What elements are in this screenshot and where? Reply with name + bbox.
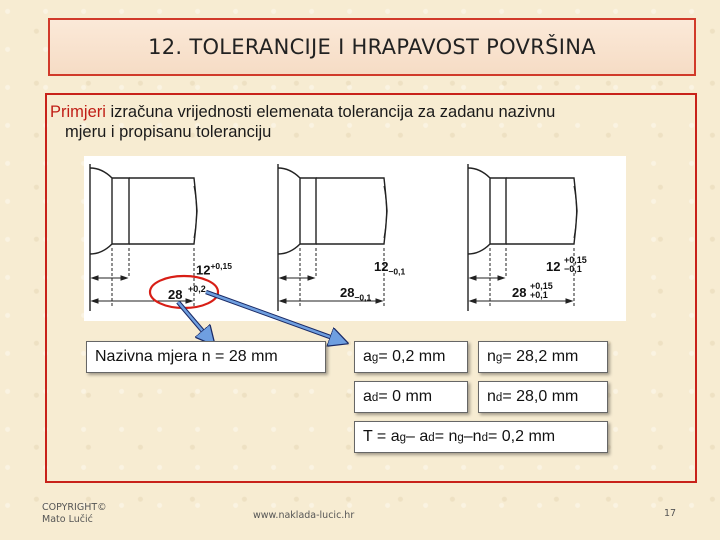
dim1-top: $12^{+0,15}$ [196, 261, 232, 278]
lower-deviation-box: a d = 0 mm [354, 381, 468, 413]
intro-line1: izračuna vrijednosti elemenata tolerancija za zadanu nazivnu [105, 103, 556, 121]
intro-highlight: Primjeri [50, 103, 106, 121]
max-size-box: n g = 28,2 mm [478, 341, 608, 373]
dim3-top-base: 12 [546, 259, 561, 274]
footer-url: www.naklada-lucic.hr [253, 510, 355, 521]
page-number: 17 [664, 508, 677, 519]
dim1-bottom-tol: +0,2 [188, 284, 206, 294]
page-title: 12. TOLERANCIJE I HRAPAVOST POVRŠINA [148, 35, 596, 59]
dim3-bottom-base: 28 [512, 285, 527, 300]
dim1-bottom: 28 [168, 287, 183, 302]
min-size-box: n d = 28,0 mm [478, 381, 608, 413]
copyright: COPYRIGHT© Mato Lučić [42, 502, 107, 525]
dim3-bottom-tol: +0,15 +0,1 [530, 281, 553, 300]
dim2-top: $12_{-0,1}$ [374, 259, 406, 277]
dim3-top-tol: +0,15 −0,1 [564, 255, 587, 274]
tolerance-formula-box: T = a g – a d = n g –n d = 0,2 mm [354, 421, 608, 453]
upper-deviation-box: a g = 0,2 mm [354, 341, 468, 373]
nominal-size-box: Nazivna mjera n = 28 mm [86, 341, 326, 373]
dim2-bottom: $28_{-0,1}$ [340, 285, 372, 303]
intro-line2: mjeru i propisanu toleranciju [65, 123, 272, 141]
